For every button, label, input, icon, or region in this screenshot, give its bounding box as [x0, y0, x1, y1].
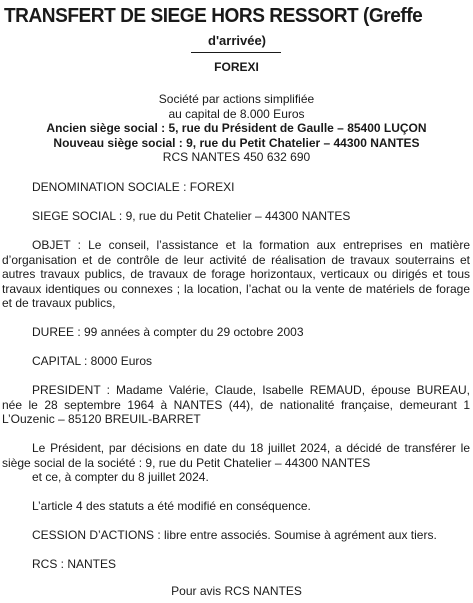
notice-title: TRANSFERT DE SIEGE HORS RESSORT (Greffe — [4, 4, 423, 27]
capital-paragraph: CAPITAL : 8000 Euros — [32, 354, 153, 368]
old-registered-office: Ancien siège social : 5, rue du Président de Gaulle – 85400 LUÇON — [46, 121, 427, 135]
cession-paragraph: CESSION D’ACTIONS : libre entre associés. Soumise à agrément aux tiers. — [32, 528, 437, 542]
denomination-paragraph: DENOMINATION SOCIALE : FOREXI — [32, 180, 235, 194]
company-header — [0, 92, 473, 165]
duree-paragraph: DUREE : 99 années à compter du 29 octobre 2003 — [32, 325, 304, 339]
president-paragraph: PRESIDENT : Madame Valérie, Claude, Isabelle REMAUD, épouse BUREAU, née le 28 septembre 1964 à NANTES (44), de nationalité française, demeurant 1 L’Ouzenic – 85120 BREUIL-BARRET — [2, 383, 470, 426]
notice-footer: Pour avis RCS NANTES — [171, 584, 302, 598]
new-registered-office: Nouveau siège social : 9, rue du Petit Chatelier – 44300 NANTES — [53, 135, 420, 150]
siege-paragraph: SIEGE SOCIAL : 9, rue du Petit Chatelier – 44300 NANTES — [32, 209, 351, 223]
notice-subtitle: d'arrivée) — [208, 33, 267, 48]
rcs-paragraph: RCS : NANTES — [32, 557, 117, 571]
share-capital: au capital de 8.000 Euros — [168, 106, 305, 121]
article-paragraph: L’article 4 des statuts a été modifié en conséquence. — [32, 499, 311, 513]
rcs-number: RCS NANTES 450 632 690 — [162, 150, 311, 164]
decision-paragraph: Le Président, par décisions en date du 18 juillet 2024, a décidé de transférer le siège social de la société : 9, rue du Petit Chatelier – 44300 NANTES — [2, 441, 470, 470]
company-name: FOREXI — [214, 60, 259, 74]
title-divider — [191, 52, 281, 53]
legal-form: Société par actions simplifiée — [158, 92, 315, 106]
decision-effective-date: et ce, à compter du 8 juillet 2024. — [32, 470, 209, 484]
objet-paragraph: OBJET : Le conseil, l’assistance et la formation aux entreprises en matière d’organisation et de contrôle de leur activité de réalisation de travaux souterrains et autres travaux publics, de travaux de forage horizontaux, verticaux ou dirigés et tous travaux identiques ou connexes ; la location, l’achat ou la vente de matériels de forage et de travaux publics, — [2, 238, 470, 310]
